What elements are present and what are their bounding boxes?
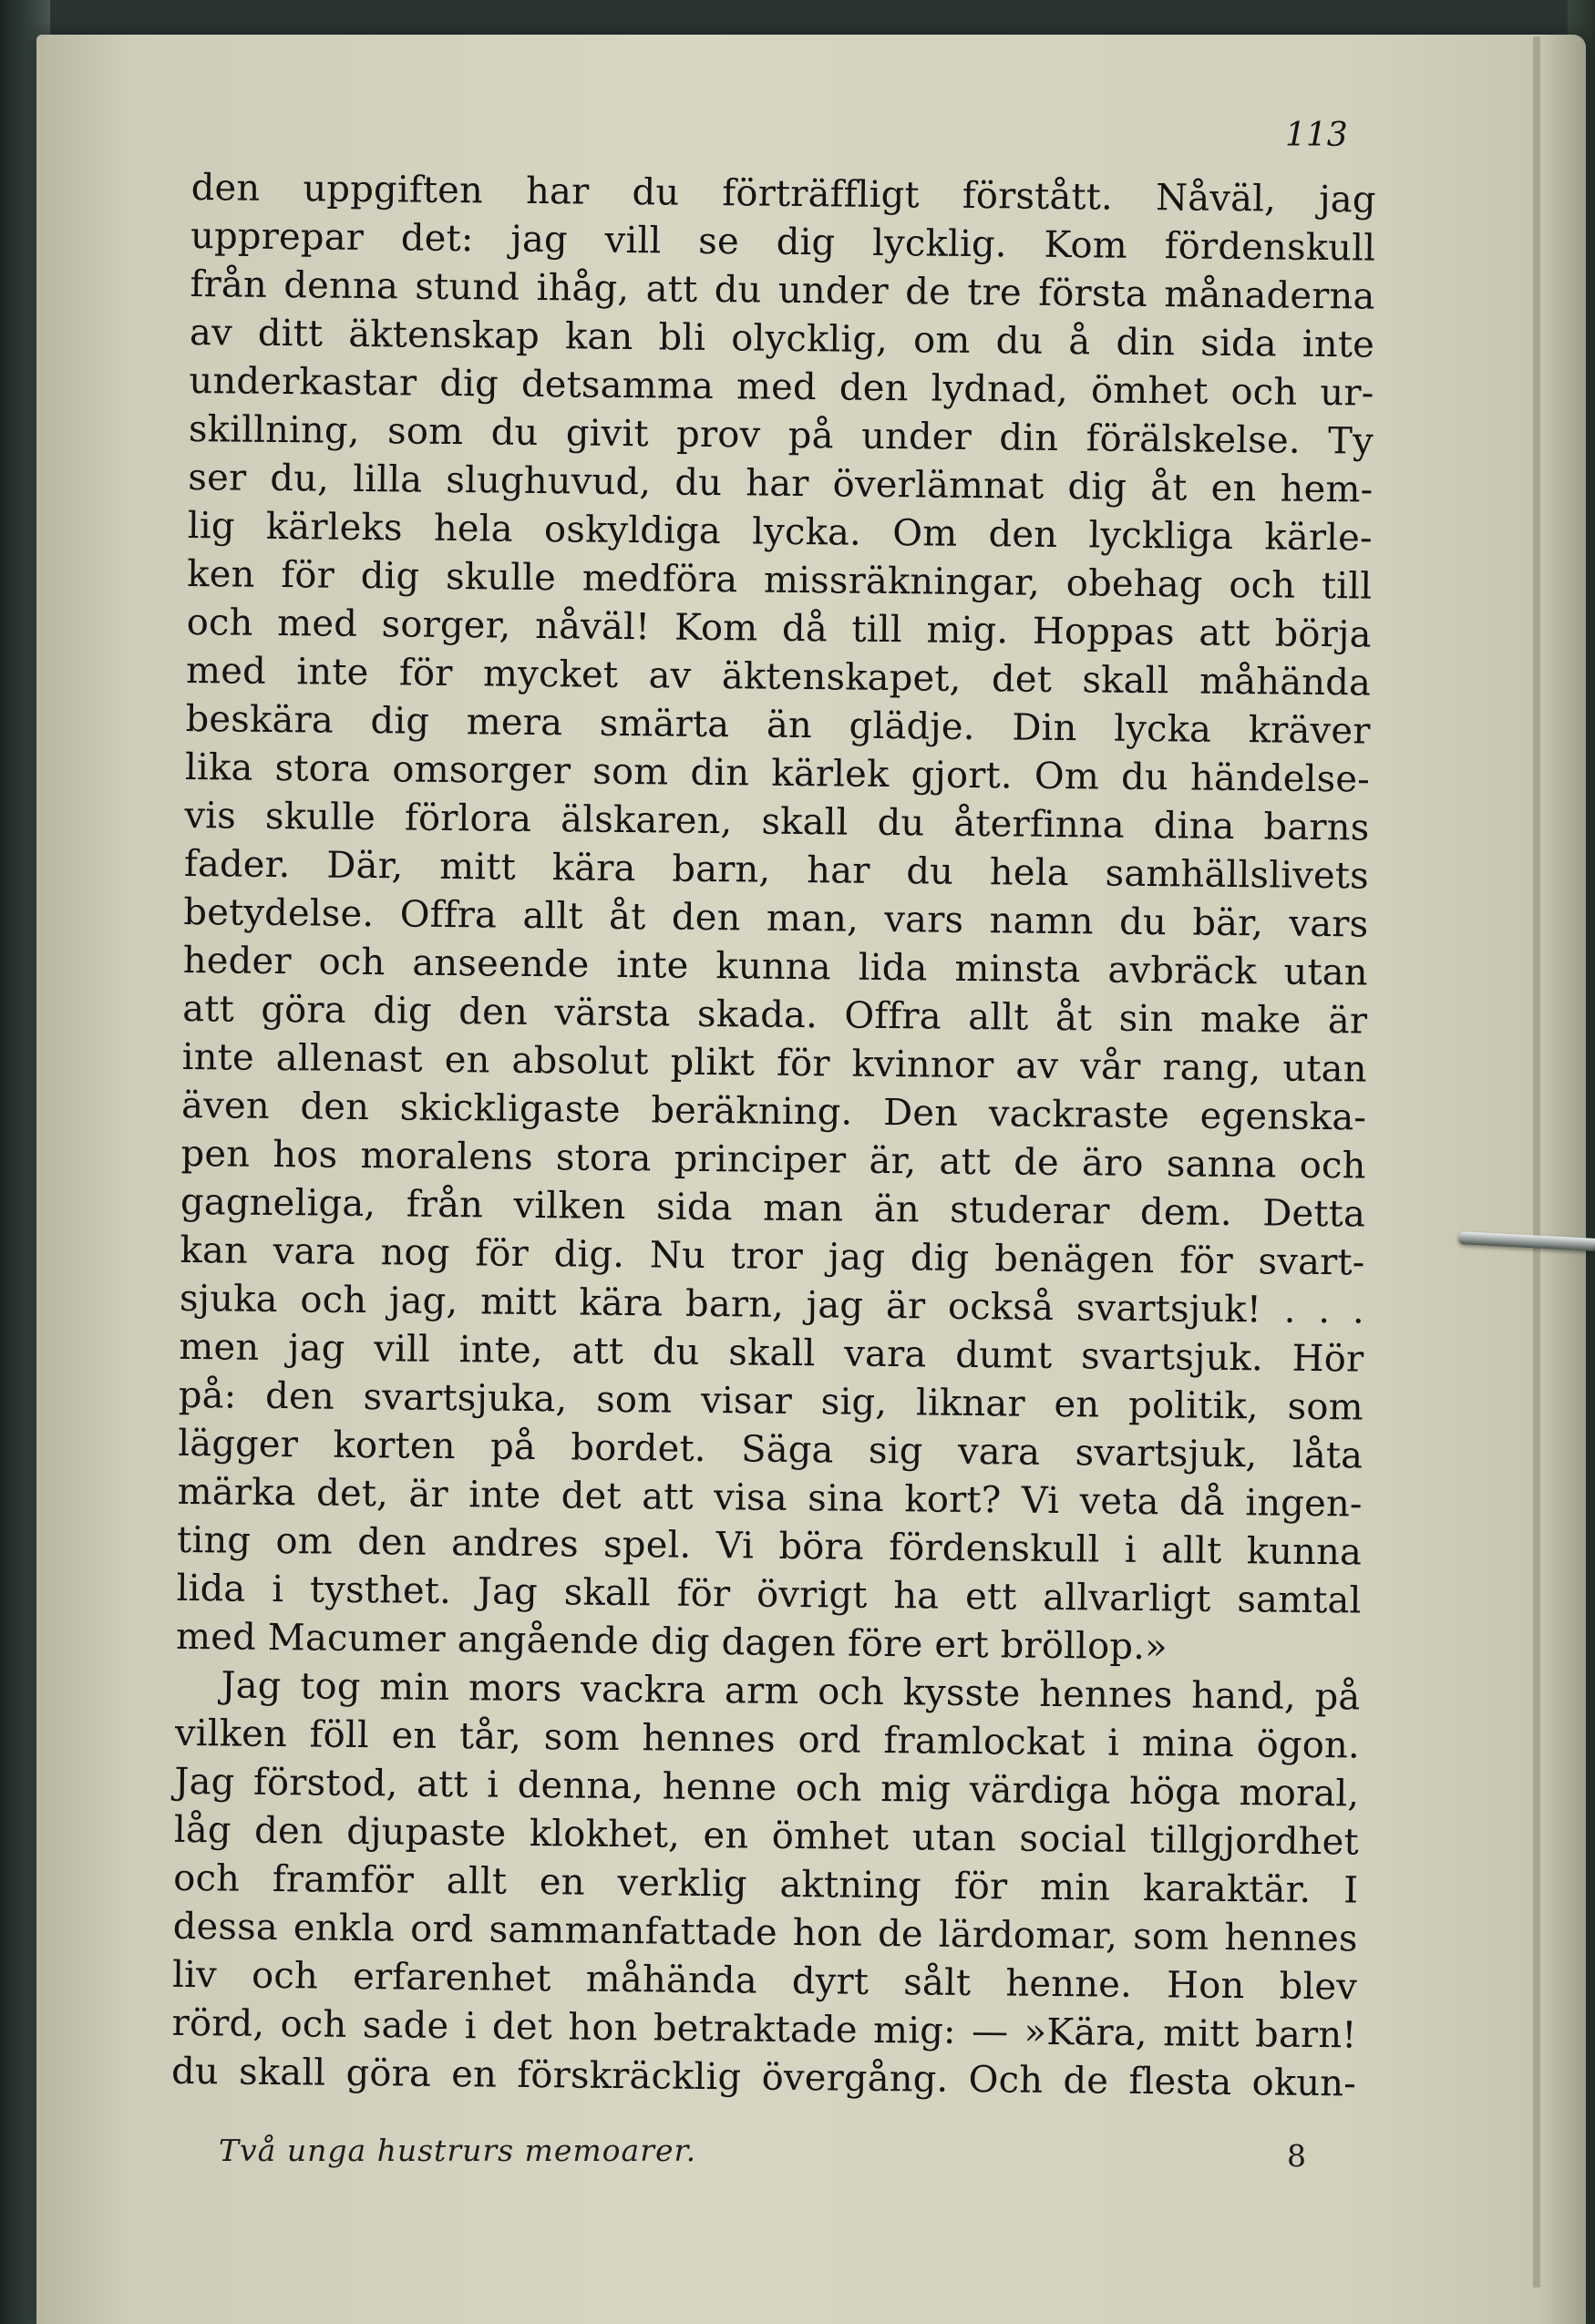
text-line: gagneliga, från vilken sida man än studerar dem. Detta — [180, 1180, 1366, 1236]
text-line: vis skulle förlora älskaren, skall du återfinna dina barns — [184, 794, 1370, 849]
text-line: rörd, och sade i det hon betraktade mig: — »Kära, mitt barn! — [171, 2001, 1357, 2057]
text-line: skillning, som du givit prov på under din förälskelse. Ty — [188, 407, 1374, 463]
text-line: även den skickligaste beräkning. Den vackraste egenska- — [180, 1084, 1367, 1139]
text-line: fader. Där, mitt kära barn, har du hela samhällslivets — [183, 842, 1370, 898]
text-line: betydelse. Offra allt åt den man, vars namn du bär, vars — [183, 890, 1369, 946]
text-line: märka det, är inte det att visa sina kort? Vi veta då ingen- — [177, 1470, 1363, 1526]
text-line: heder och anseende inte kunna lida minsta avbräck utan — [182, 939, 1369, 994]
text-line: men jag vill inte, att du skall vara dumt svartsjuk. Hör — [179, 1325, 1364, 1381]
text-line: av ditt äktenskap kan bli olycklig, om du å din sida inte — [189, 311, 1375, 366]
text-line: på: den svartsjuka, som visar sig, liknar en politik, som — [178, 1373, 1364, 1429]
text-line: och framför allt en verklig aktning för min karaktär. I — [173, 1856, 1359, 1912]
text-line: lika stora omsorger som din kärlek gjort. Om du händelse- — [184, 746, 1371, 801]
page-fore-edge — [1533, 36, 1540, 2288]
text-line: ken för dig skulle medföra missräkningar, obehag och till — [187, 552, 1373, 608]
text-line: från denna stund ihåg, att du under de tre första månaderna — [190, 262, 1375, 318]
text-line: upprepar det: jag vill se dig lycklig. Kom fördenskull — [190, 214, 1376, 270]
text-line: beskära dig mera smärta än glädje. Din lycka kräver — [185, 697, 1371, 753]
text-line: och med sorger, nåväl! Kom då till mig. Hoppas att börja — [186, 601, 1372, 656]
text-line: med inte för mycket av äktenskapet, det skall måhända — [185, 649, 1372, 704]
text-line: att göra dig den värsta skada. Offra allt åt sin make är — [182, 987, 1368, 1043]
text-line: du skall göra en förskräcklig övergång. Och de flesta okun- — [170, 2050, 1357, 2105]
page-number: 113 — [1285, 117, 1348, 154]
signature-mark: 8 — [1287, 2138, 1306, 2174]
text-line: sjuka och jag, mitt kära barn, jag är också svartsjuk! . . . — [179, 1277, 1365, 1332]
text-line: kan vara nog för dig. Nu tror jag dig benägen för svart- — [180, 1229, 1365, 1284]
text-line: Jag tog min mors vackra arm och kysste hennes hand, på — [221, 1664, 1361, 1719]
text-line: ting om den andres spel. Vi böra fördenskull i allt kunna — [176, 1518, 1363, 1574]
text-line: liv och erfarenhet måhända dyrt sålt henne. Hon blev — [171, 1953, 1358, 2009]
text-line: lig kärleks hela oskyldiga lycka. Om den lyckliga kärle- — [187, 504, 1374, 560]
text-line: lägger korten på bordet. Säga sig vara svartsjuk, låta — [178, 1422, 1363, 1477]
text-line: låg den djupaste klokhet, en ömhet utan social tillgjordhet — [173, 1808, 1360, 1864]
text-line: Jag förstod, att i denna, henne och mig värdiga höga moral, — [174, 1760, 1360, 1815]
text-line: lida i tysthet. Jag skall för övrigt ha ett allvarligt samtal — [176, 1567, 1362, 1622]
text-line: den uppgiften har du förträffligt förstått. Nåväl, jag — [190, 166, 1376, 221]
text-line: inte allenast en absolut plikt för kvinnor av vår rang, utan — [181, 1035, 1367, 1091]
footer-book-title: Två unga hustrurs memoarer. — [219, 2133, 697, 2168]
text-line: med Macumer angående dig dagen före ert bröllop.» — [175, 1615, 1168, 1669]
text-line: ser du, lilla slughuvud, du har överlämnat dig åt en hem- — [188, 456, 1374, 511]
text-line: vilken föll en tår, som hennes ord framlockat i mina ögon. — [174, 1712, 1361, 1767]
text-line: underkastar dig detsamma med den lydnad, ömhet och ur- — [189, 359, 1374, 415]
text-line: dessa enkla ord sammanfattade hon de lärdomar, som hennes — [172, 1905, 1358, 1960]
text-line: pen hos moralens stora principer är, att de äro sanna och — [180, 1132, 1366, 1188]
body-text — [171, 164, 1376, 2108]
